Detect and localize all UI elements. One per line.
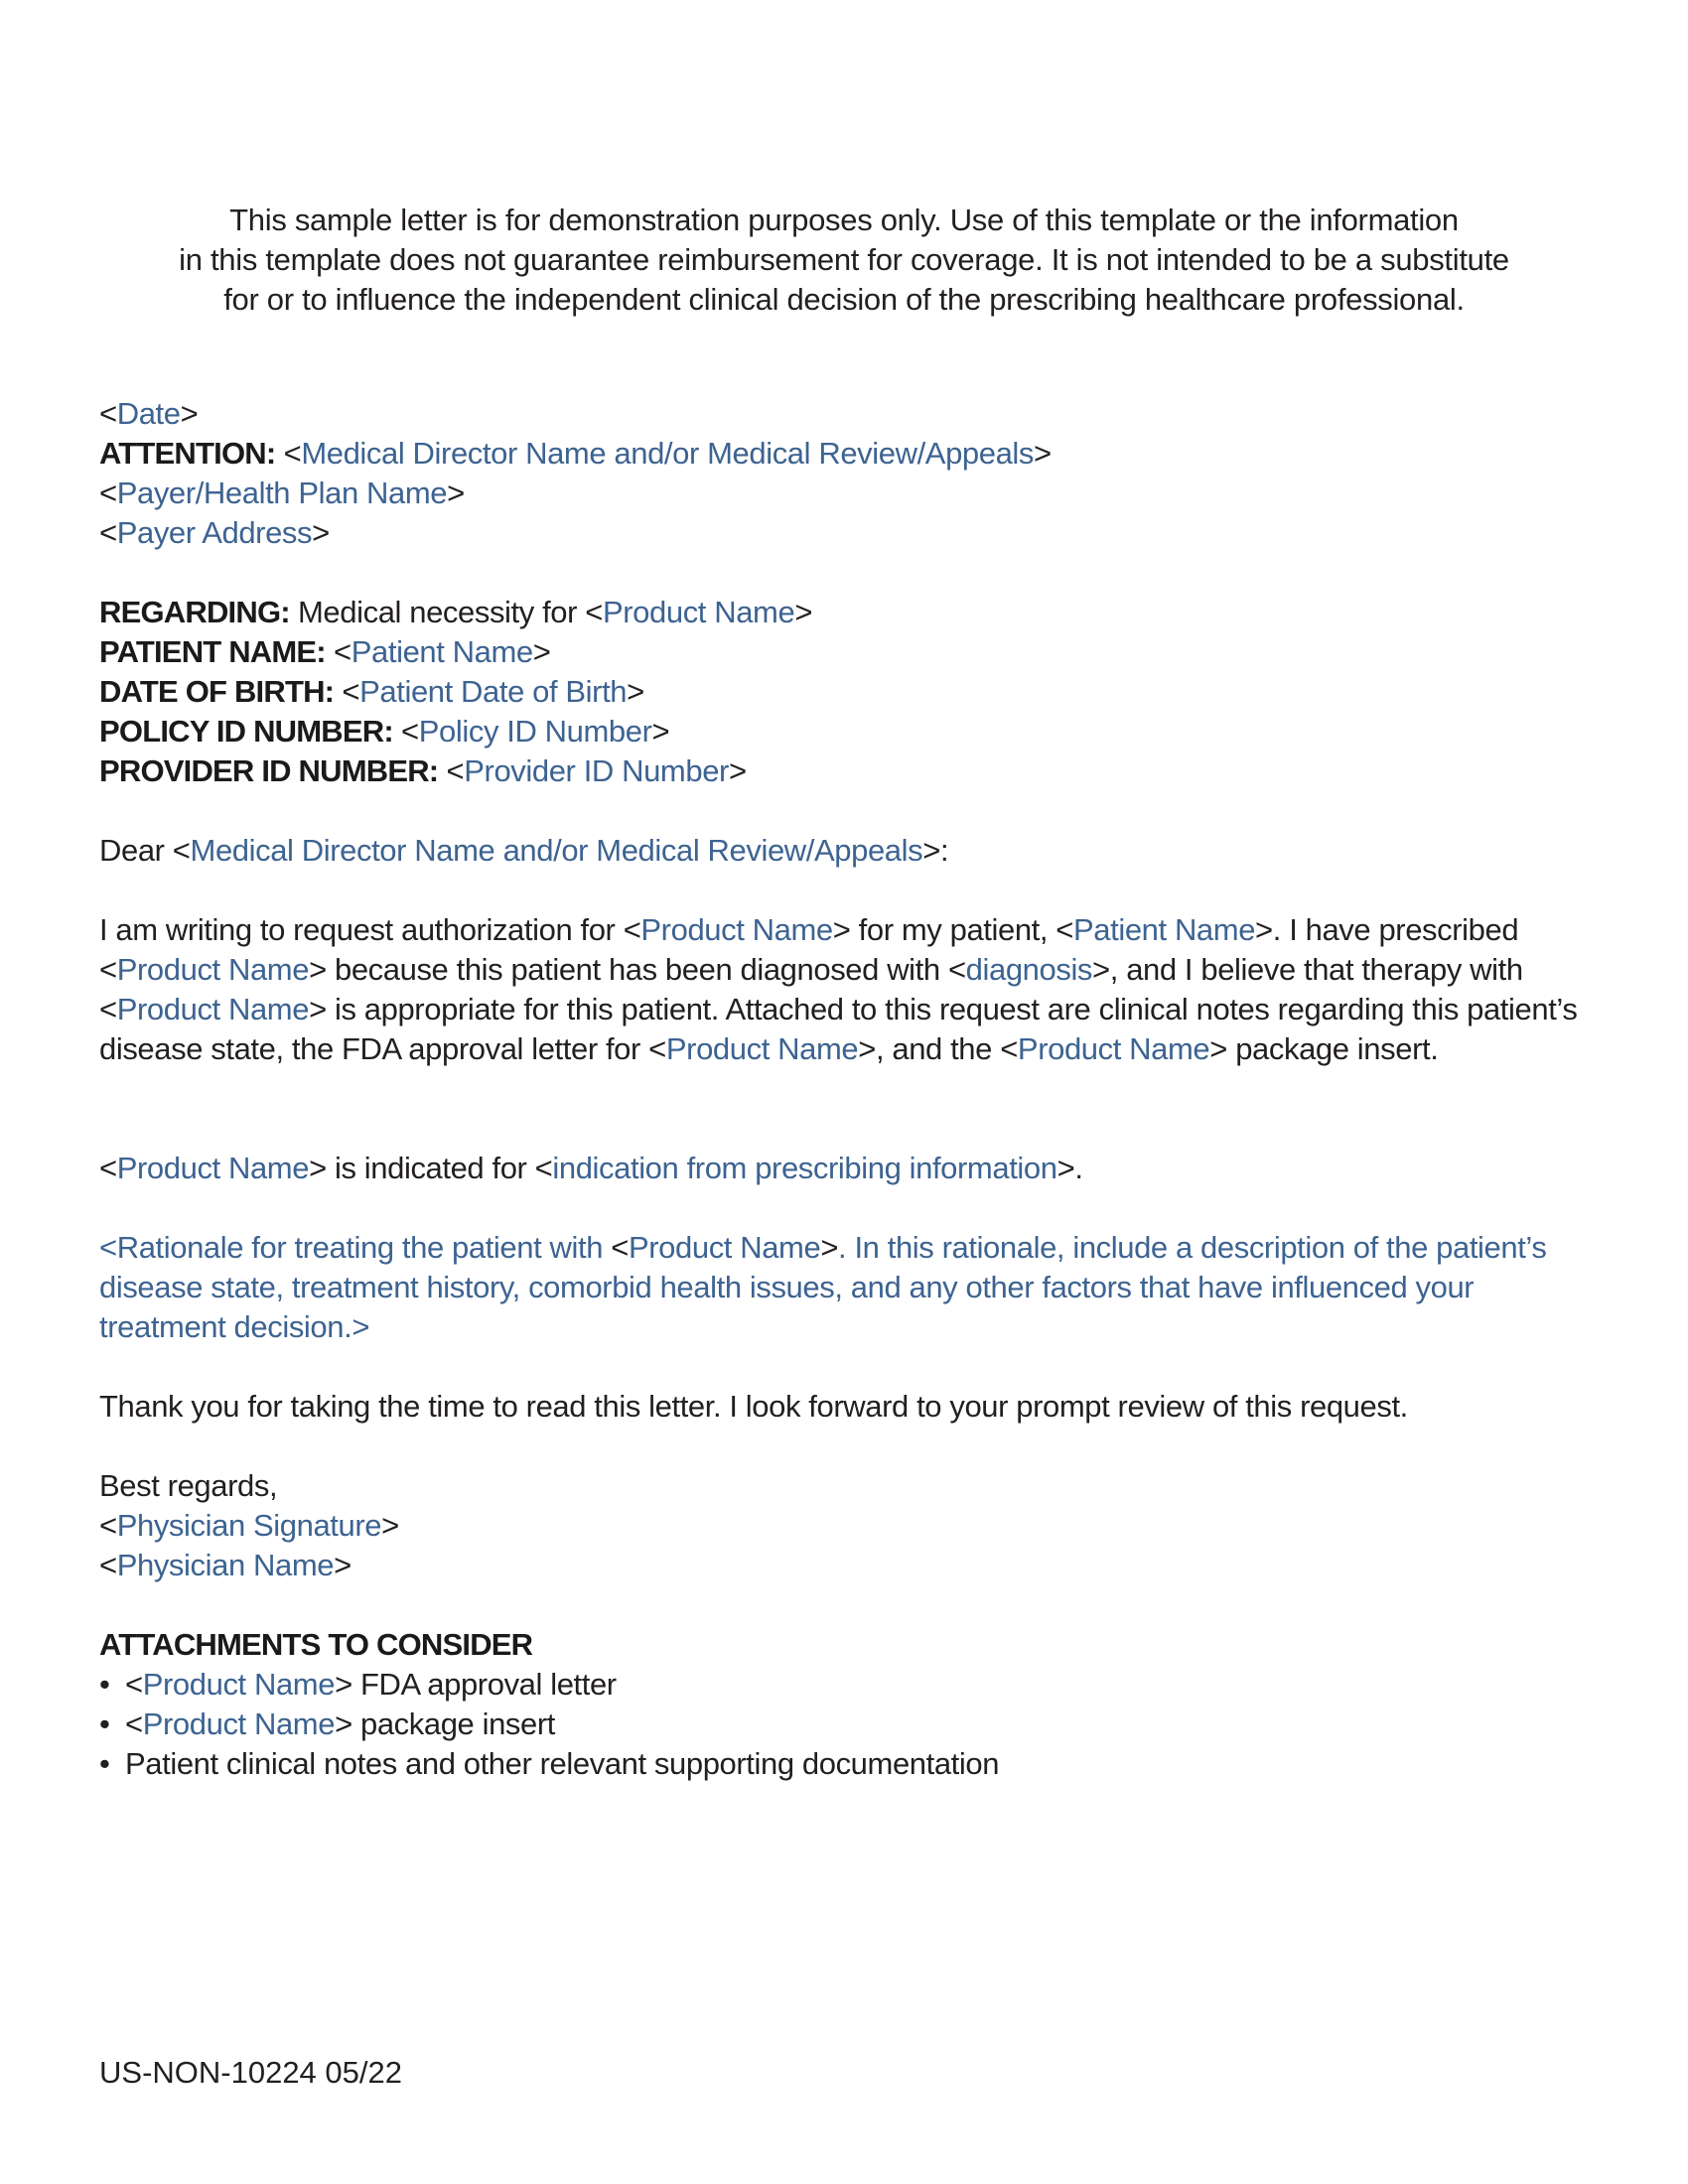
- diagnosis-placeholder: diagnosis: [965, 952, 1093, 987]
- signature-line: <Physician Signature>: [99, 1508, 399, 1543]
- attachment-item: [99, 1744, 999, 1784]
- text: for my patient,: [858, 912, 1049, 947]
- disclaimer-line-2: in this template does not guarantee reimbursement for coverage. It is not intended to be a substitute: [179, 242, 1509, 277]
- payer-address-line: <Payer Address>: [99, 515, 330, 550]
- rationale-text: Rationale for treating the patient with: [116, 1230, 604, 1265]
- text: is appropriate for this patient. Attached to this request are clinical notes regarding this patient’s disease state, the FDA approval letter for: [99, 992, 1578, 1066]
- bullet-icon: •: [99, 1746, 110, 1781]
- patient-placeholder: Patient Name: [1073, 912, 1256, 947]
- letter-fields: [99, 593, 812, 791]
- attachment-text: FDA approval letter: [359, 1667, 617, 1702]
- attention-label: ATTENTION:: [99, 436, 276, 471]
- rationale-paragraph: <Rationale for treating the patient with <Product Name>. In this rationale, include a description of the patient’s disease state, treatment history, comorbid health issues, and any other factors that have influenced your treatment decision.>: [99, 1230, 1547, 1344]
- attachment-item: • <Product Name> FDA approval letter: [99, 1665, 999, 1705]
- product-placeholder: Product Name: [665, 1031, 859, 1066]
- patient-name-label: PATIENT NAME:: [99, 634, 326, 669]
- text: , and the: [875, 1031, 992, 1066]
- regarding-placeholder: Product Name: [602, 595, 795, 629]
- disclaimer-line-1: This sample letter is for demonstration purposes only. Use of this template or the information: [229, 203, 1459, 237]
- policy-placeholder: Policy ID Number: [418, 714, 652, 749]
- regards: Best regards,: [99, 1468, 278, 1503]
- body-paragraph-2: <Product Name> is indicated for <indication from prescribing information>.: [99, 1151, 1083, 1185]
- attachment-item: • <Product Name> package insert: [99, 1705, 999, 1744]
- provider-label: PROVIDER ID NUMBER:: [99, 753, 439, 788]
- regarding-label: REGARDING:: [99, 595, 290, 629]
- bullet-icon: •: [99, 1706, 110, 1741]
- dob-line: DATE OF BIRTH: <Patient Date of Birth>: [99, 674, 644, 709]
- attachments-heading: ATTACHMENTS TO CONSIDER: [99, 1627, 533, 1662]
- provider-placeholder: Provider ID Number: [464, 753, 729, 788]
- policy-label: POLICY ID NUMBER:: [99, 714, 393, 749]
- attachment-text: package insert: [359, 1706, 556, 1741]
- payer-name-placeholder: Payer/Health Plan Name: [116, 476, 448, 510]
- body-paragraph-4: Thank you for taking the time to read this letter. I look forward to your prompt review of this request.: [99, 1389, 1408, 1424]
- body-paragraph-1: I am writing to request authorization for <Product Name> for my patient, <Patient Name>. I have prescribed <Product Name> because this patient has been diagnosed with <diagnosis>, and I believe that therapy with <Product Name> is appropriate for this patient. Attached to this request are clinical notes regarding this patient’s disease state, the FDA approval letter for <Product Name>, and the <Product Name> package insert.: [99, 912, 1578, 1066]
- physician-name-placeholder: Physician Name: [116, 1548, 335, 1582]
- text: is indicated for: [334, 1151, 527, 1185]
- text: because this patient has been diagnosed with: [334, 952, 940, 987]
- signature-placeholder: Physician Signature: [116, 1508, 382, 1543]
- product-placeholder: Product Name: [628, 1230, 821, 1265]
- dob-placeholder: Patient Date of Birth: [359, 674, 628, 709]
- physician-name-line: <Physician Name>: [99, 1548, 352, 1582]
- patient-name-placeholder: Patient Name: [351, 634, 533, 669]
- regarding-line: REGARDING: Medical necessity for <Product Name>: [99, 595, 813, 629]
- dob-label: DATE OF BIRTH:: [99, 674, 335, 709]
- salutation-suffix: :: [939, 833, 949, 868]
- provider-line: PROVIDER ID NUMBER: <Provider ID Number>: [99, 753, 747, 788]
- bullet-icon: •: [99, 1667, 110, 1702]
- policy-line: POLICY ID NUMBER: <Policy ID Number>: [99, 714, 670, 749]
- payer-address-placeholder: Payer Address: [116, 515, 313, 550]
- product-placeholder: Product Name: [116, 1151, 310, 1185]
- indication-placeholder: indication from prescribing information: [552, 1151, 1057, 1185]
- attention-line: ATTENTION: <Medical Director Name and/or Medical Review/Appeals>: [99, 436, 1052, 471]
- patient-name-line: PATIENT NAME: <Patient Name>: [99, 634, 551, 669]
- attachment-text: Patient clinical notes and other relevant supporting documentation: [125, 1746, 1000, 1781]
- salutation: Dear <Medical Director Name and/or Medical Review/Appeals>:: [99, 833, 949, 868]
- product-placeholder: Product Name: [142, 1667, 336, 1702]
- attachments: [99, 1625, 999, 1784]
- product-placeholder: Product Name: [116, 992, 310, 1026]
- salutation-prefix: Dear: [99, 833, 165, 868]
- product-placeholder: Product Name: [640, 912, 833, 947]
- attention-placeholder: Medical Director Name and/or Medical Review/Appeals: [301, 436, 1035, 471]
- closing: [99, 1466, 399, 1585]
- letter-header: [99, 394, 1052, 553]
- rationale-text: . In this rationale, include a description of the patient’s disease state, treatment history, comorbid health issues, and any other factors that have influenced your treatment decision.: [99, 1230, 1547, 1344]
- product-placeholder: Product Name: [116, 952, 310, 987]
- text: , and I believe that therapy with: [1109, 952, 1523, 987]
- salutation-placeholder: Medical Director Name and/or Medical Review/Appeals: [190, 833, 923, 868]
- product-placeholder: Product Name: [142, 1706, 336, 1741]
- regarding-text: Medical necessity for: [298, 595, 578, 629]
- text: . I have prescribed: [1272, 912, 1519, 947]
- date-placeholder: Date: [116, 396, 181, 431]
- document-code: US-NON-10224 05/22: [99, 2055, 402, 2090]
- text: .: [1074, 1151, 1083, 1185]
- date-line: <Date>: [99, 396, 199, 431]
- text: package insert.: [1235, 1031, 1439, 1066]
- disclaimer-line-3: for or to influence the independent clinical decision of the prescribing healthcare professional.: [223, 282, 1465, 317]
- text: I am writing to request authorization for: [99, 912, 616, 947]
- product-placeholder: Product Name: [1017, 1031, 1210, 1066]
- payer-name-line: <Payer/Health Plan Name>: [99, 476, 465, 510]
- disclaimer: [99, 201, 1589, 320]
